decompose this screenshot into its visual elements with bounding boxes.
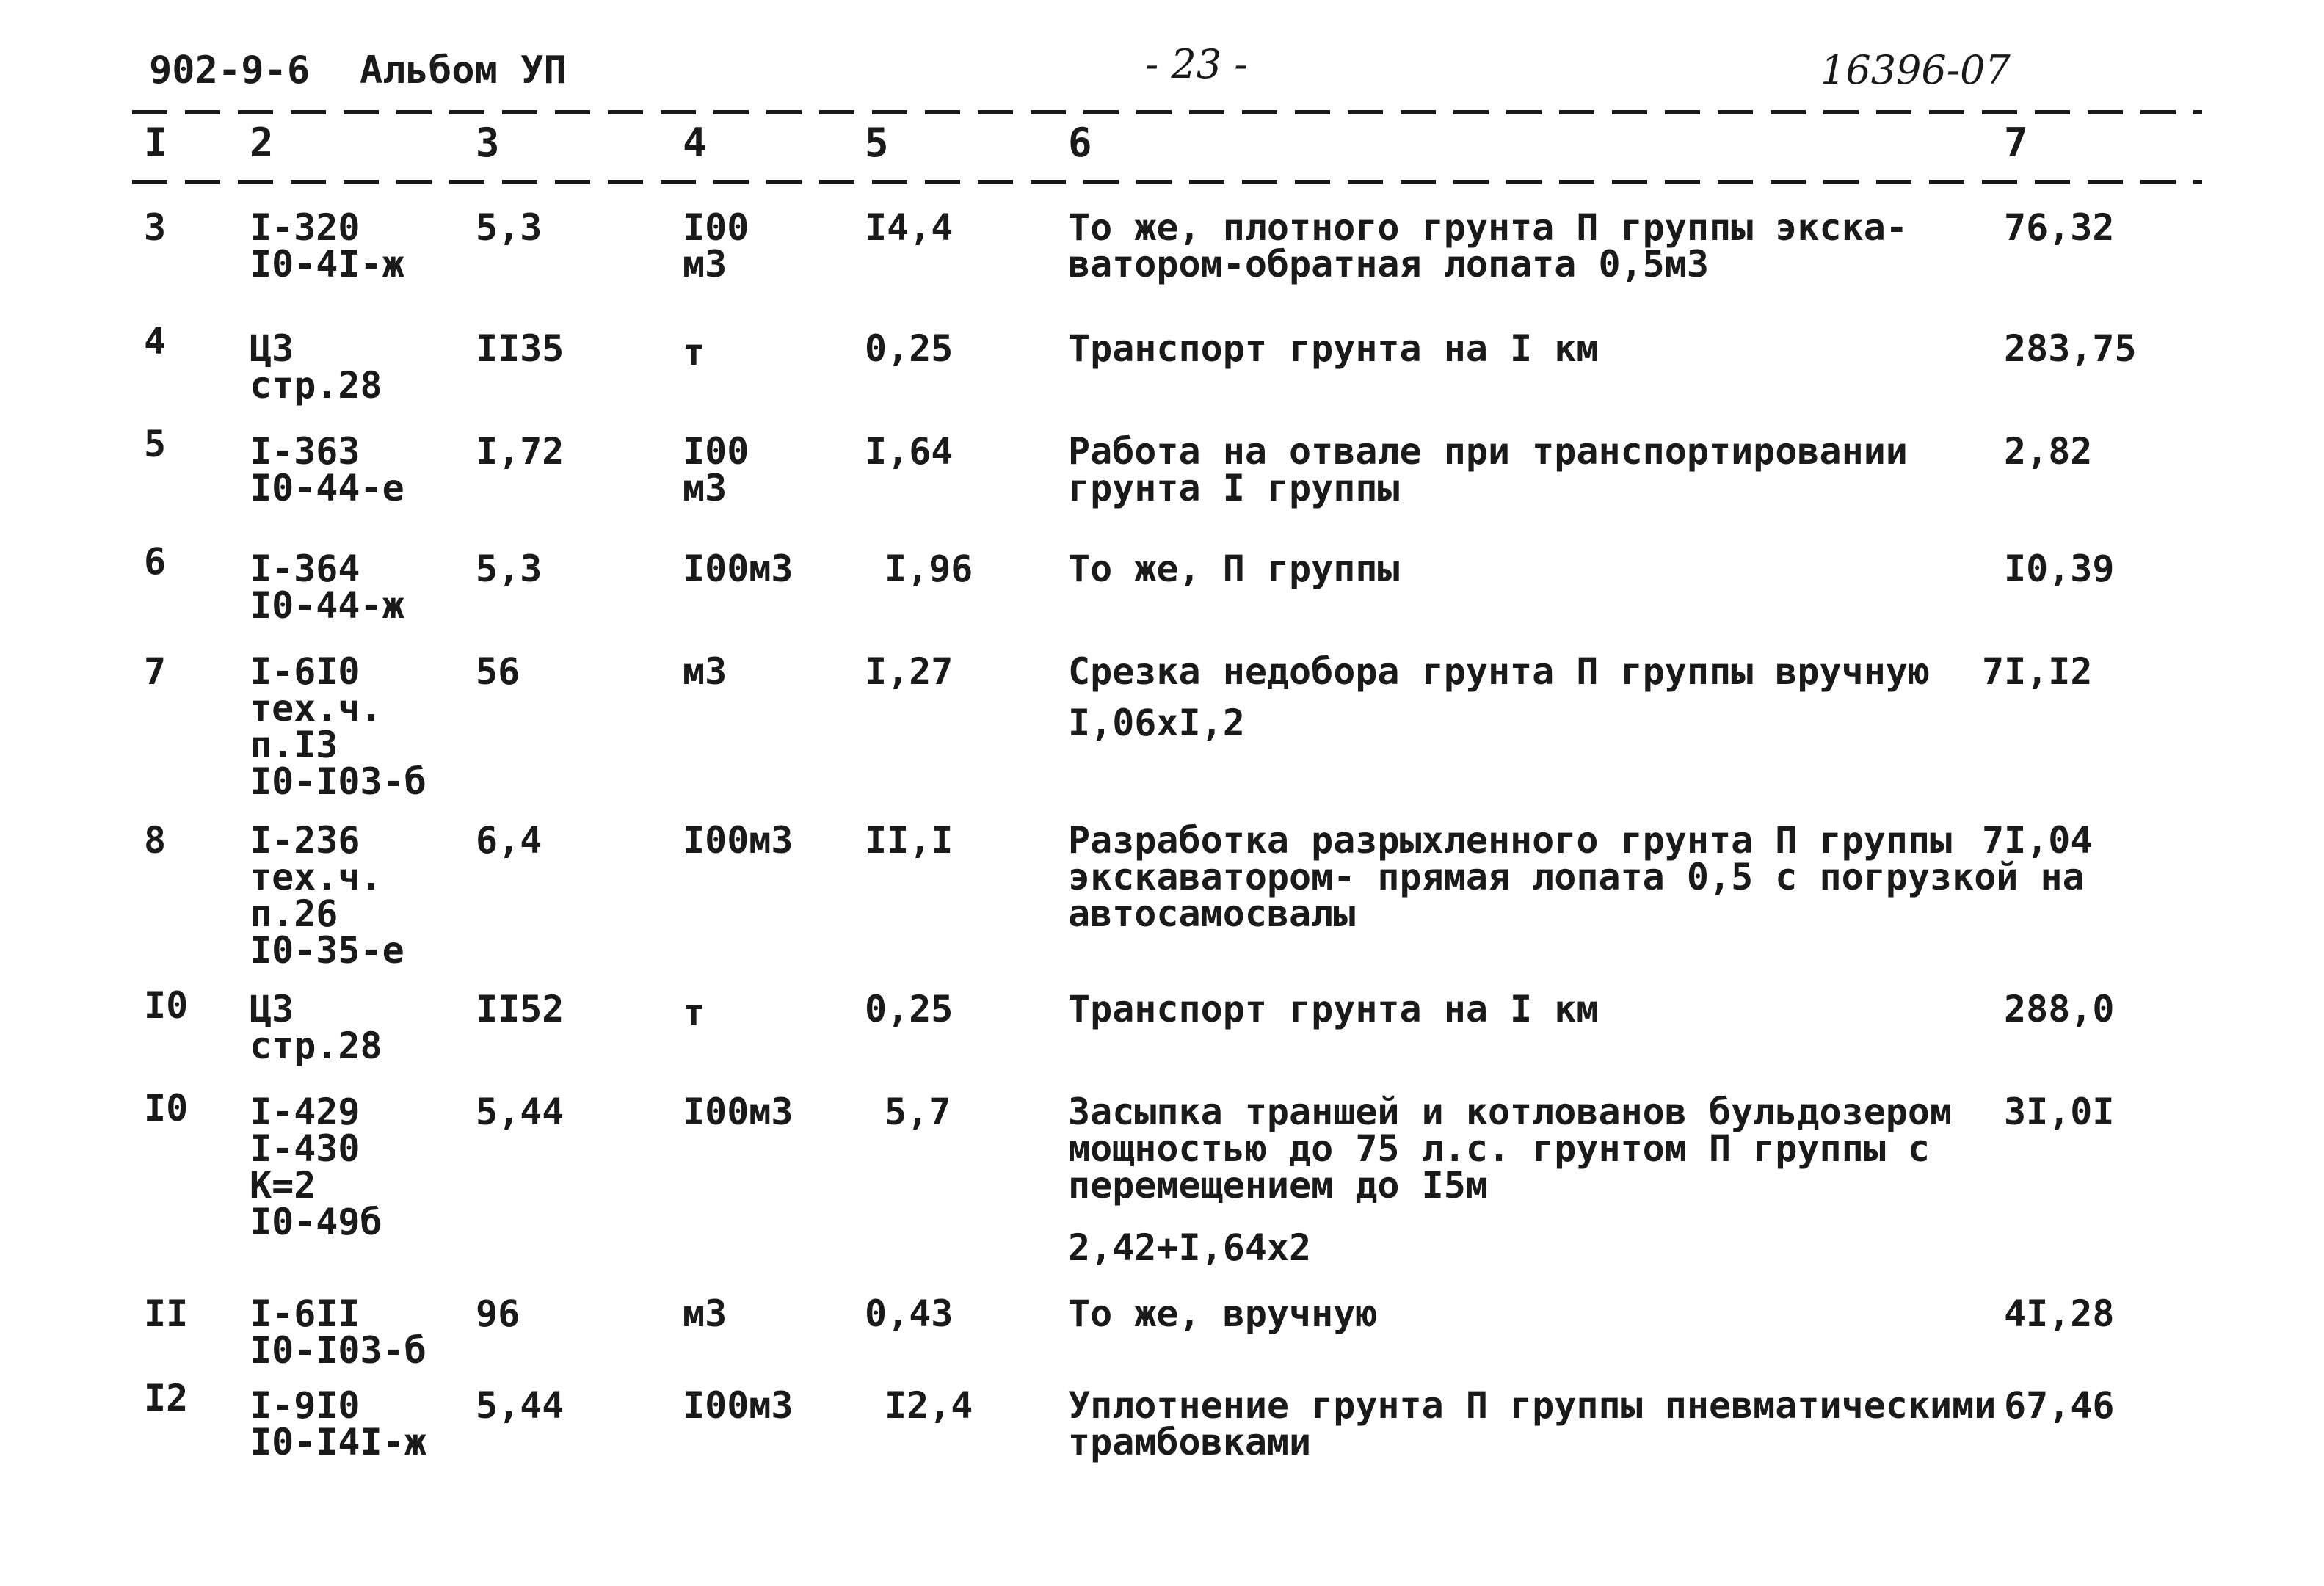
quantity: II52 — [476, 988, 564, 1030]
norm-code: ЦЗ стр.28 — [250, 327, 382, 407]
work-description: Работа на отвале при транспортировании грунта I группы — [1068, 430, 1908, 509]
unit-rate: 5,7 — [885, 1091, 951, 1133]
quantity: 5,44 — [476, 1384, 564, 1427]
quantity: 96 — [476, 1292, 520, 1335]
norm-code: I-236 тех.ч. п.26 I0-35-е — [250, 819, 404, 972]
column-header-4: 4 — [683, 120, 707, 166]
column-header-2: 2 — [250, 120, 274, 166]
row-number: 4 — [144, 320, 167, 363]
work-description: Транспорт грунта на I км — [1068, 988, 1599, 1030]
work-description: Срезка недобора грунта П группы вручную — [1068, 650, 1930, 693]
work-description: То же, вручную — [1068, 1292, 1378, 1335]
unit: I00 м3 — [683, 430, 749, 509]
calculation: I,06хI,2 — [1068, 702, 1245, 744]
calculation: 2,42+I,64х2 — [1068, 1226, 1312, 1269]
work-description: Уплотнение грунта П группы пневматическими трамбовками — [1068, 1384, 1997, 1463]
total-cost: 7I,04 — [1982, 819, 2093, 862]
unit: I00м3 — [683, 548, 794, 590]
norm-code: I-364 I0-44-ж — [250, 548, 404, 627]
row-number: 6 — [144, 540, 167, 583]
quantity: 5,44 — [476, 1091, 564, 1133]
column-header-5: 5 — [865, 120, 889, 166]
unit: I00 м3 — [683, 206, 749, 285]
unit: I00м3 — [683, 819, 794, 862]
total-cost: 283,75 — [2004, 327, 2137, 370]
total-cost: 4I,28 — [2004, 1292, 2115, 1335]
norm-code: ЦЗ стр.28 — [250, 988, 382, 1067]
row-number: 3 — [144, 206, 167, 249]
norm-code: I-429 I-430 К=2 I0-49б — [250, 1091, 382, 1243]
unit: т — [683, 331, 705, 374]
unit-rate: I,64 — [865, 430, 954, 473]
total-cost: 288,0 — [2004, 988, 2115, 1030]
norm-code: I-9I0 I0-I4I-ж — [250, 1384, 426, 1463]
unit: I00м3 — [683, 1091, 794, 1133]
column-header-1: I — [144, 120, 168, 166]
work-description: Транспорт грунта на I км — [1068, 327, 1599, 370]
row-number: 5 — [144, 423, 167, 465]
column-header-7: 7 — [2004, 120, 2028, 166]
document-code: 902-9-6 — [149, 48, 311, 92]
quantity: 5,3 — [476, 548, 542, 590]
unit: м3 — [683, 650, 727, 693]
total-cost: 67,46 — [2004, 1384, 2115, 1427]
norm-code: I-6I0 тех.ч. п.I3 I0-I03-б — [250, 650, 426, 803]
total-cost: 3I,0I — [2004, 1091, 2115, 1133]
reference-number: 16396-07 — [1820, 47, 2011, 93]
work-description: Засыпка траншей и котлованов бульдозером мощностью до 75 л.с. грунтом П группы с перемещением до I5м — [1068, 1091, 1953, 1207]
row-number: I0 — [144, 1087, 189, 1130]
unit: I00м3 — [683, 1384, 794, 1427]
total-cost: I0,39 — [2004, 548, 2115, 590]
unit-rate: I,27 — [865, 650, 954, 693]
row-number: I0 — [144, 984, 189, 1027]
quantity: 56 — [476, 650, 520, 693]
column-header-6: 6 — [1068, 120, 1092, 166]
work-description: То же, П группы — [1068, 548, 1400, 590]
quantity: I,72 — [476, 430, 564, 473]
quantity: II35 — [476, 327, 564, 370]
unit: т — [683, 992, 705, 1034]
work-description: То же, плотного грунта П группы экска- ватором-обратная лопата 0,5м3 — [1068, 206, 1908, 285]
unit-rate: 0,25 — [865, 327, 954, 370]
unit-rate: I4,4 — [865, 206, 954, 249]
row-number: II — [144, 1292, 189, 1335]
column-header-3: 3 — [476, 120, 500, 166]
total-cost: 7I,I2 — [1982, 650, 2093, 693]
total-cost: 2,82 — [2004, 430, 2093, 473]
unit-rate: 0,25 — [865, 988, 954, 1030]
page-number: - 23 - — [1145, 41, 1248, 87]
norm-code: I-320 I0-4I-ж — [250, 206, 404, 285]
quantity: 6,4 — [476, 819, 542, 862]
unit-rate: I2,4 — [885, 1384, 973, 1427]
header-divider — [132, 180, 2202, 184]
row-number: 7 — [144, 650, 167, 693]
unit-rate: I,96 — [885, 548, 973, 590]
unit-rate: II,I — [865, 819, 954, 862]
top-divider — [132, 110, 2202, 114]
unit: м3 — [683, 1292, 727, 1335]
quantity: 5,3 — [476, 206, 542, 249]
total-cost: 76,32 — [2004, 206, 2115, 249]
row-number: I2 — [144, 1377, 189, 1419]
norm-code: I-6II I0-I03-б — [250, 1292, 426, 1372]
norm-code: I-363 I0-44-е — [250, 430, 404, 509]
album-label: Альбом УП — [360, 48, 567, 92]
work-description: Разработка разрыхленного грунта П группы экскаватором- прямая лопата 0,5 с погрузкой на автосамосвалы — [1068, 819, 2085, 935]
unit-rate: 0,43 — [865, 1292, 954, 1335]
row-number: 8 — [144, 819, 167, 862]
